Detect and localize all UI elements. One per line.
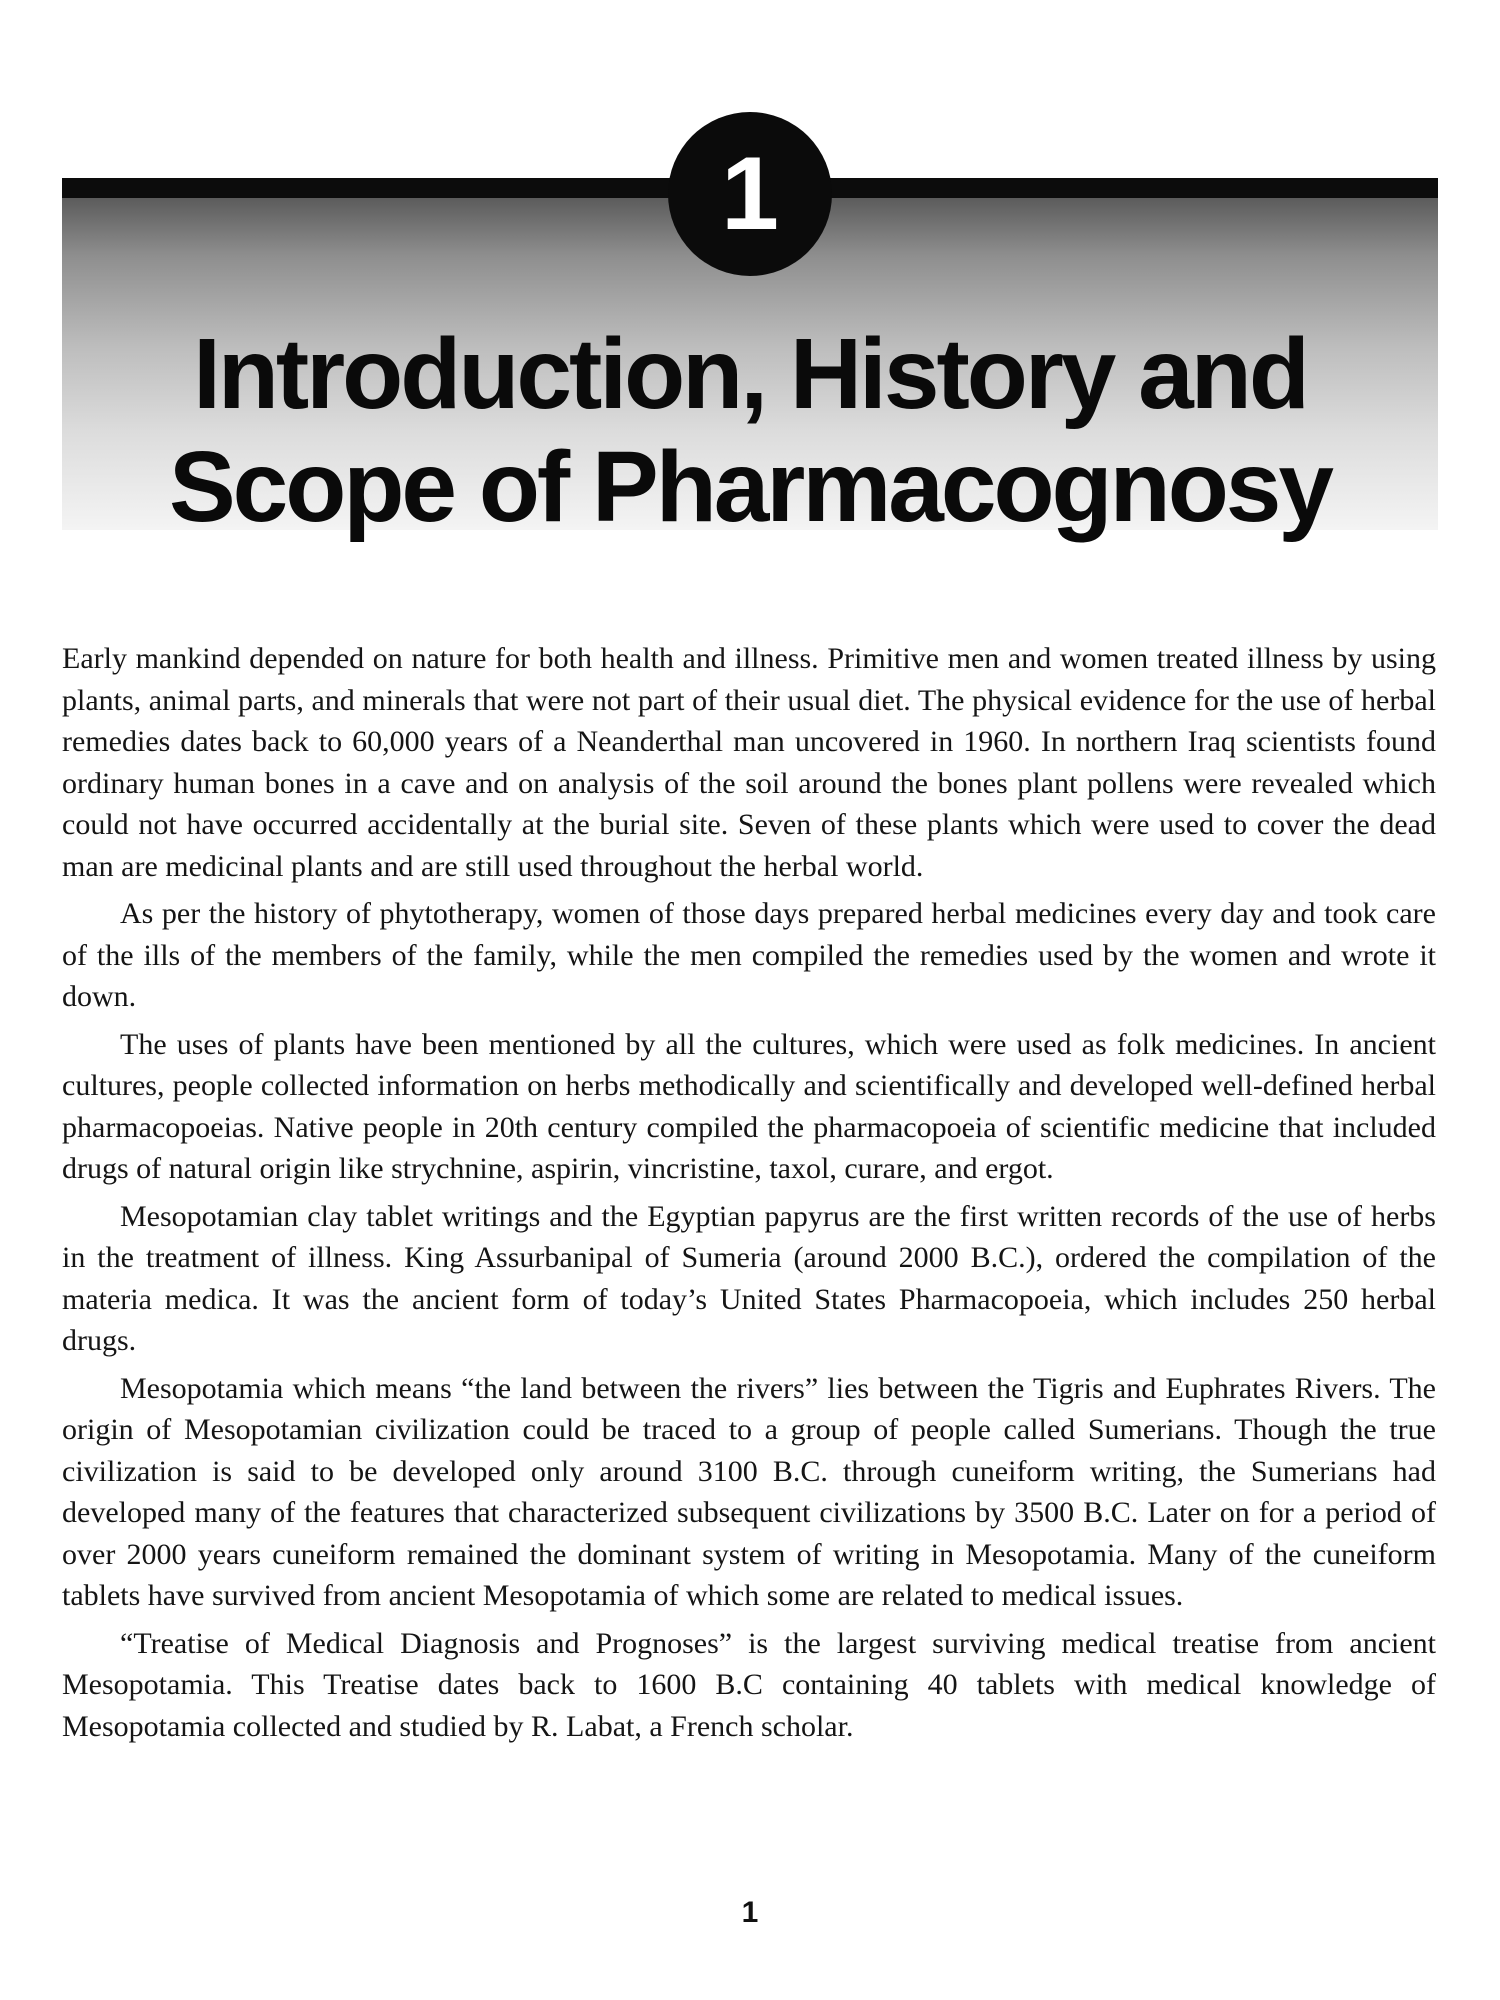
paragraph: Mesopotamian clay tablet writings and the Egyptian papyrus are the first written records of the use of herbs in the treatment of illness. King Assurbanipal of Sumeria (around 2000 B.C.), ordered the compilation of the materia medica. It was the ancient form of today’s United States Pharmacopoeia, which includes 250 herbal drugs. [62, 1199, 1436, 1357]
paragraph: The uses of plants have been mentioned by all the cultures, which were used as folk medicines. In ancient cultures, people collected information on herbs methodically and scientifically and developed well-defined herbal pharmacopoeias. Native people in 20th century compiled the pharmacopoeia of scientific medicine that included drugs of natural origin like strychnine, aspirin, vincristine, taxol, curare, and ergot. [62, 1027, 1436, 1185]
chapter-title-line-1: Introduction, History and [193, 318, 1307, 430]
paragraph: “Treatise of Medical Diagnosis and Prognoses” is the largest surviving medical treatise from ancient Mesopotamia. This Treatise dates back to 1600 B.C containing 40 tablets with medical knowledge of Mesopotamia collected and studied by R. Labat, a French scholar. [62, 1626, 1436, 1743]
chapter-number-badge: 1 [668, 112, 832, 276]
paragraph: Early mankind depended on nature for both health and illness. Primitive men and women treated illness by using plants, animal parts, and minerals that were not part of their usual diet. The physical evidence for the use of herbal remedies dates back to 60,000 years of a Neanderthal man uncovered in 1960. In northern Iraq scientists found ordinary human bones in a cave and on analysis of the soil around the bones plant pollens were revealed which could not have occurred accidentally at the burial site. Seven of these plants which were used to cover the dead man are medicinal plants and are still used throughout the herbal world. [62, 642, 1436, 883]
paragraph: Mesopotamia which means “the land between the rivers” lies between the Tigris and Euphrates Rivers. The origin of Mesopotamian civilization could be traced to a group of people called Sumerians. Though the true civilization is said to be developed only around 3100 B.C. through cuneiform writing, the Sumerians had developed many of the features that characterized subsequent civilizations by 3500 B.C. Later on for a period of over 2000 years cuneiform remained the dominant system of writing in Mesopotamia. Many of the cuneiform tablets have survived from ancient Mesopotamia of which some are related to medical issues. [62, 1371, 1436, 1612]
chapter-title-line-2: Scope of Pharmacognosy [168, 431, 1332, 543]
chapter-title [62, 318, 1438, 544]
page-number: 1 [741, 1896, 759, 1929]
paragraph: As per the history of phytotherapy, women of those days prepared herbal medicines every day and took care of the ills of the members of the family, while the men compiled the remedies used by the women and wrote it down. [62, 897, 1436, 1013]
chapter-body [62, 638, 1436, 1753]
